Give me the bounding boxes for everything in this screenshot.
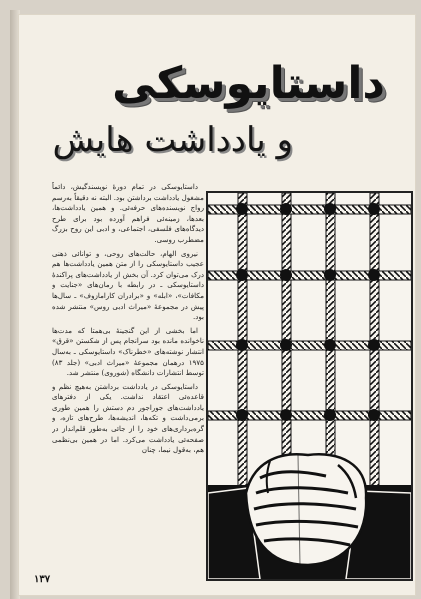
article-body: [52, 182, 204, 574]
article-title: داستایوسکی: [112, 58, 385, 109]
paragraph: داستایوسکی در یادداشت برداشتن به‌هیچ نظم و قاعده‌ئی اعتقاد نداشت. یکی از دفترهای یادداشت‌های جوراجور دم دستش را همین طوری برمی‌داشت و تکه‌ها، اندیشه‌ها، طرح‌های تازه، و گره‌برداری‌های خود را از جائی به‌طور قلم‌انداز در صفحه‌ئی یادداشت می‌کرد. اما در همین بی‌نظمی هم، به‌قول نیما، چنان: [52, 381, 204, 455]
bar-knots: [236, 203, 380, 421]
paragraph: نیروی الهام، حالت‌های روحی، و توانائی ذهنی عجیب داستایوسکی را از متن همین یادداشت‌ها هم درک می‌توان کرد. آن بخش از یادداشت‌های پراکندهٔ داستایوسکی ـ در رابطه با رمان‌های «جنایت و مکافات»، «ابله» و «برادران کارامازوف» ـ سال‌ها پیش در مجموعهٔ «میراث ادبی روس» منتشر شده بود.: [52, 248, 204, 322]
clasped-hands: [246, 454, 366, 565]
illustration-svg: [208, 193, 411, 579]
article-subtitle: و یادداشت هایش: [52, 120, 293, 160]
prison-bars-with-hands-icon: [206, 191, 413, 581]
paragraph: داستایوسکی در تمام دورهٔ نویسندگیش، دائماً مشغول یادداشت برداشتن بود. البته نه دقیقاً به‌رسم رواج نویسنده‌های حرفه‌ئی. و همین یادداشت‌ها، بعدها، زمینه‌ئی فراهم آورده بود برای طرح دیدگاه‌های فلسفی، اجتماعی، و ادبی این روح بزرگ مضطرب روسی.: [52, 182, 204, 244]
page-number: ۱۳۷: [34, 574, 51, 585]
paragraph: اما بخشی از این گنجینهٔ بی‌همتا که مدت‌ها ناخوانده مانده بود سرانجام پس از شکستن «قرق» انتشار نوشته‌های «خطرناک» داستایوسکی ـ به‌سال ۱۹۷۵ درهمان مجموعهٔ «میراث ادبی» (جلد ۸۳) توسط انتشارات دانشگاه (شوروی) منتشر شد.: [52, 325, 204, 378]
